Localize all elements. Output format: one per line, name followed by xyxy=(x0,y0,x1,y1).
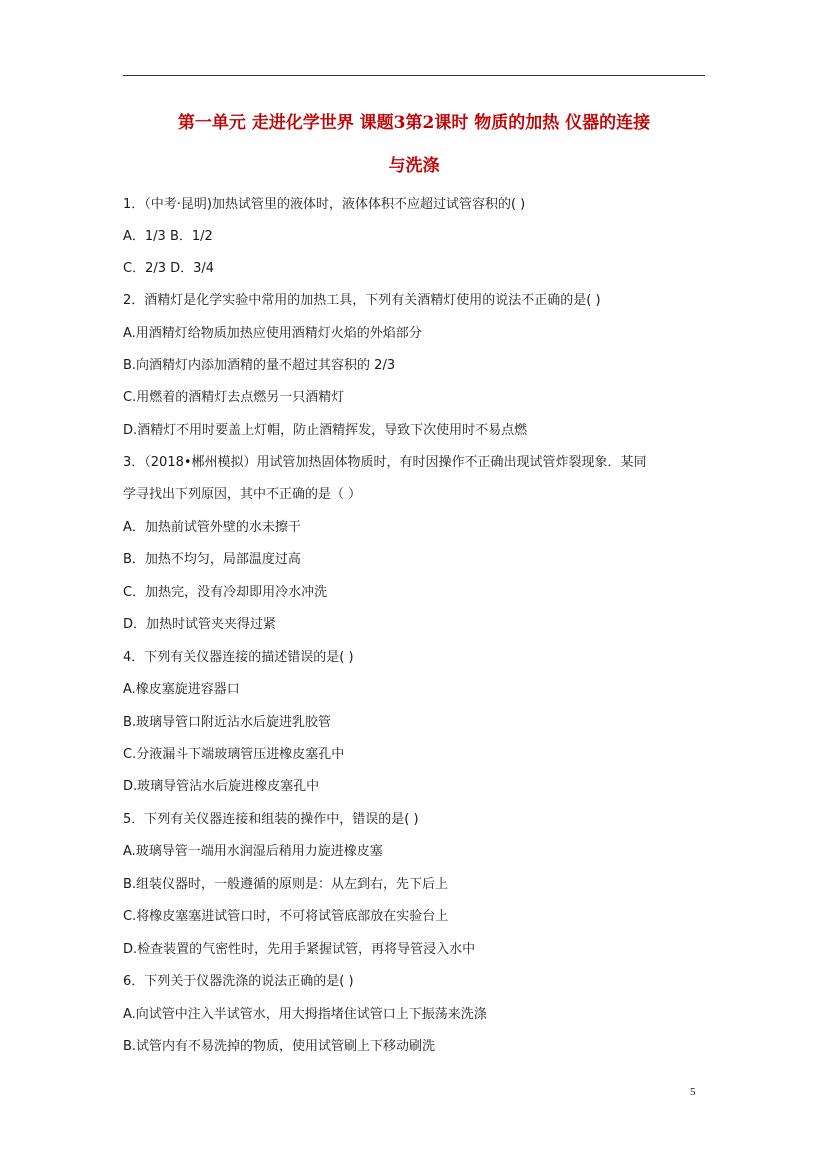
q1-options-ab: A．1/3 B．1/2 xyxy=(123,229,213,244)
q4-option-b: B.玻璃导管口附近沾水后旋进乳胶管 xyxy=(123,715,332,730)
q2-option-b: B.向酒精灯内添加酒精的量不超过其容积的 2/3 xyxy=(123,358,396,373)
q3-option-c: C．加热完，没有冷却即用冷水冲洗 xyxy=(123,585,328,600)
q4-option-a: A.橡皮塞旋进容器口 xyxy=(123,682,240,697)
q3-option-b: B．加热不均匀，局部温度过高 xyxy=(123,552,301,567)
q3-option-a: A．加热前试管外壁的水未擦干 xyxy=(123,520,301,535)
page-number: 5 xyxy=(690,1086,696,1098)
q4-option-d: D.玻璃导管沾水后旋进橡皮塞孔中 xyxy=(123,779,320,794)
question-4: 4．下列有关仪器连接的描述错误的是( ) xyxy=(123,650,354,665)
question-3-line-1: 3．（2018•郴州模拟）用试管加热固体物质时，有时因操作不正确出现试管炸裂现象．某同 xyxy=(123,455,647,470)
q2-option-c: C.用燃着的酒精灯去点燃另一只酒精灯 xyxy=(123,390,345,405)
page-title-line-1: 第一单元 走进化学世界 课题3第2课时 物质的加热 仪器的连接 xyxy=(177,113,651,133)
q1-options-cd: C．2/3 D．3/4 xyxy=(123,261,215,276)
header-rule xyxy=(123,75,705,76)
question-6: 6．下列关于仪器洗涤的说法正确的是( ) xyxy=(123,974,354,989)
question-2: 2．酒精灯是化学实验中常用的加热工具，下列有关酒精灯使用的说法不正确的是( ) xyxy=(123,293,601,308)
q2-option-a: A.用酒精灯给物质加热应使用酒精灯火焰的外焰部分 xyxy=(123,326,422,341)
question-1: 1．（中考·昆明)加热试管里的液体时，液体体积不应超过试管容积的( ) xyxy=(123,197,526,212)
q5-option-c: C.将橡皮塞塞进试管口时，不可将试管底部放在实验台上 xyxy=(123,909,449,924)
q5-option-d: D.检查装置的气密性时，先用手紧握试管，再将导管浸入水中 xyxy=(123,942,476,957)
q6-option-a: A.向试管中注入半试管水，用大拇指堵住试管口上下振荡来洗涤 xyxy=(123,1007,487,1022)
q2-option-d: D.酒精灯不用时要盖上灯帽，防止酒精挥发，导致下次使用时不易点燃 xyxy=(123,423,528,438)
q5-option-b: B.组装仪器时，一般遵循的原则是：从左到右，先下后上 xyxy=(123,877,449,892)
question-3-line-2: 学寻找出下列原因，其中不正确的是（ ） xyxy=(123,487,362,502)
q4-option-c: C.分液漏斗下端玻璃管压进橡皮塞孔中 xyxy=(123,747,345,762)
q6-option-b: B.试管内有不易洗掉的物质，使用试管刷上下移动刷洗 xyxy=(123,1039,436,1054)
question-5: 5．下列有关仪器连接和组装的操作中，错误的是( ) xyxy=(123,812,419,827)
q5-option-a: A.玻璃导管一端用水润湿后稍用力旋进橡皮塞 xyxy=(123,844,383,859)
page-title-line-2: 与洗涤 xyxy=(388,156,440,176)
q3-option-d: D．加热时试管夹夹得过紧 xyxy=(123,617,277,632)
